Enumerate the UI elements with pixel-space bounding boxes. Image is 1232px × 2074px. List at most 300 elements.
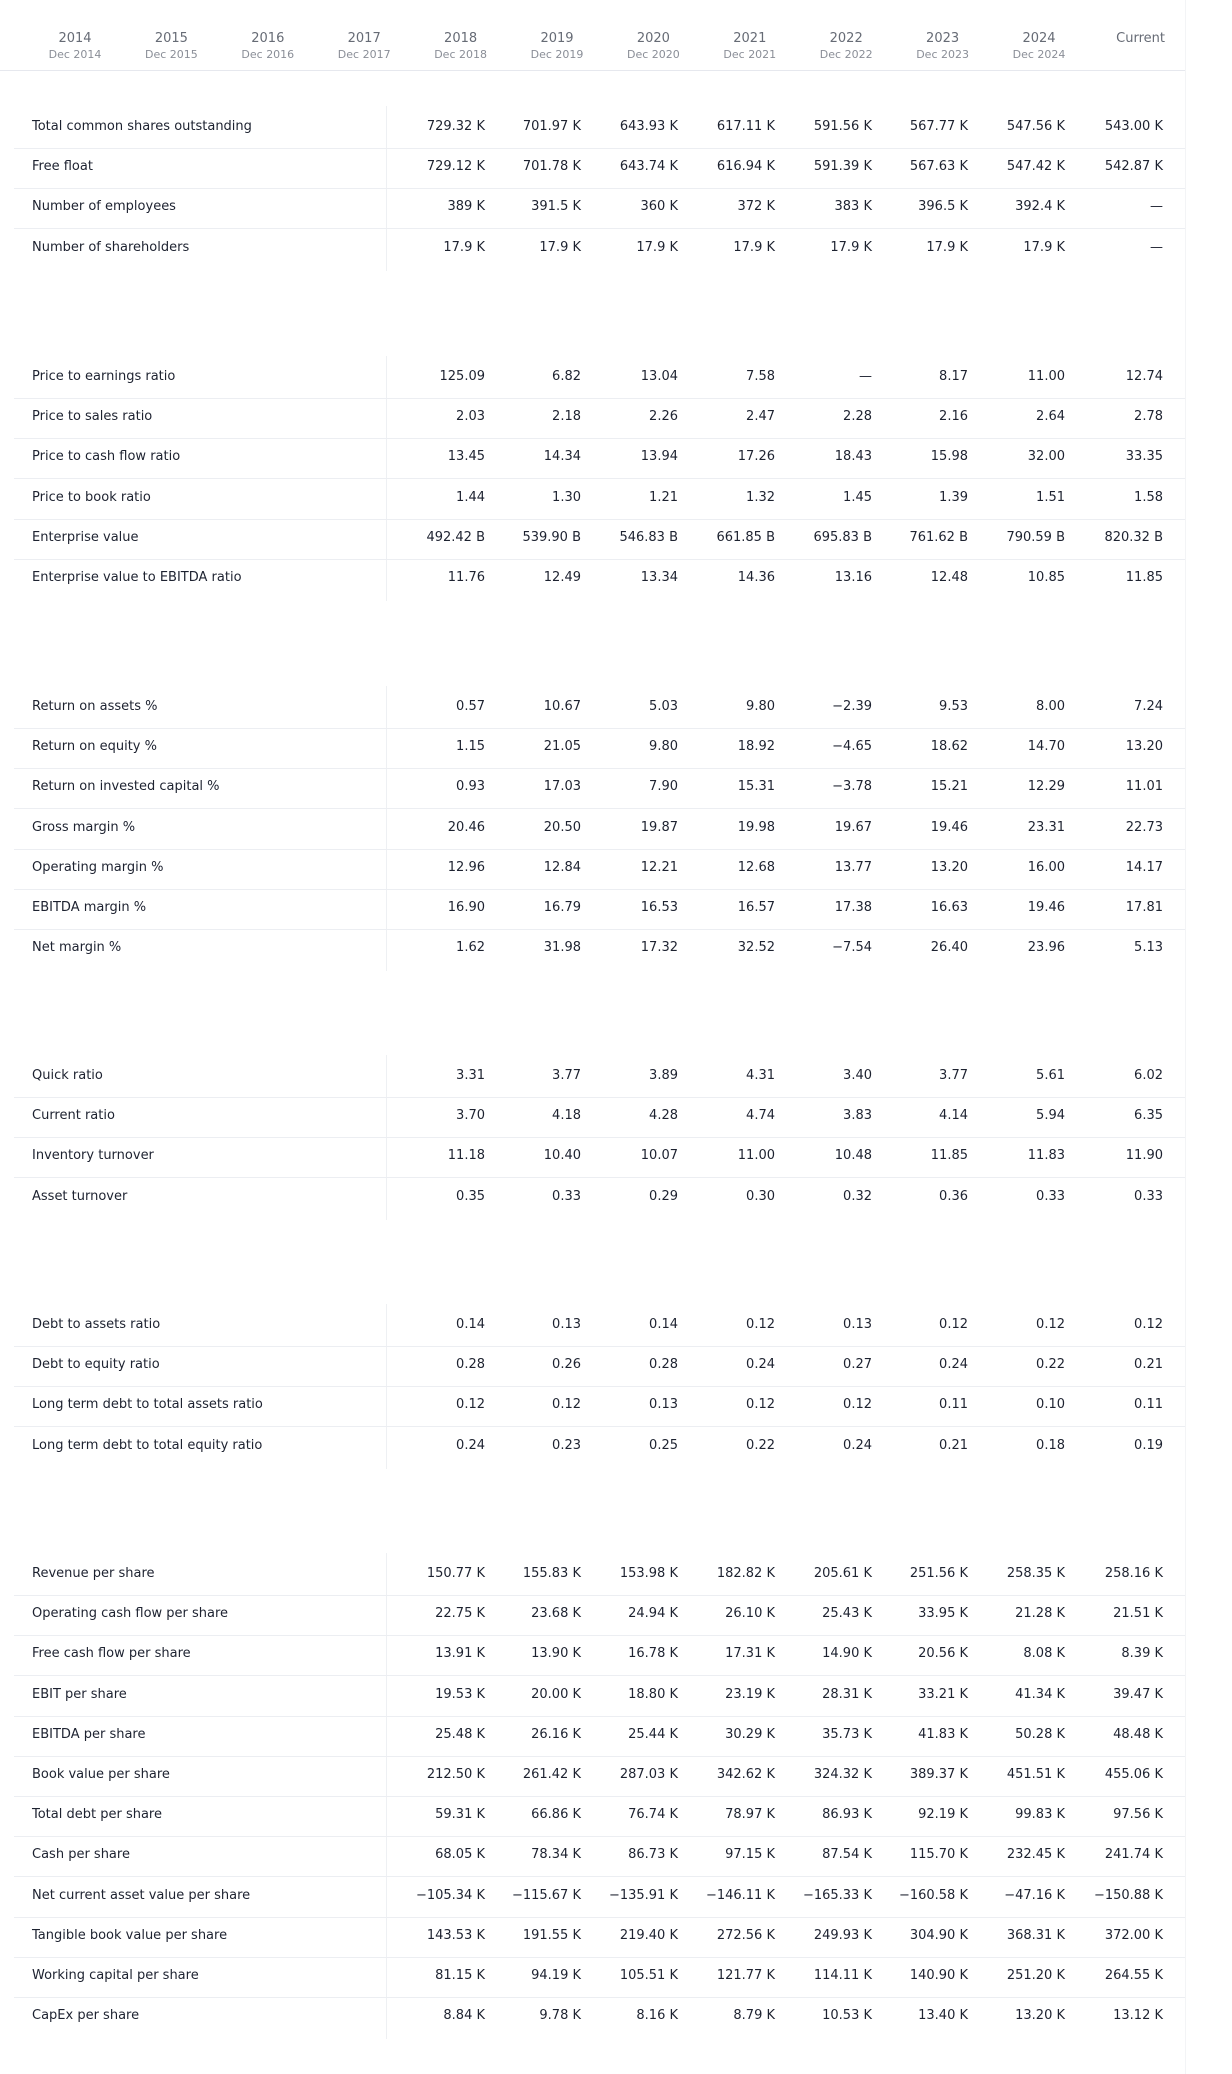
- metric-value: 0.12: [746, 1317, 775, 1332]
- metric-value: 0.57: [456, 699, 485, 714]
- metric-label: Price to cash flow ratio: [32, 449, 181, 465]
- metric-value: 14.36: [737, 570, 775, 585]
- metric-value: 17.9 K: [830, 239, 872, 255]
- metric-value: 13.45: [447, 449, 485, 465]
- metric-value: 8.00: [1036, 699, 1065, 714]
- metric-value: 78.97 K: [725, 1807, 775, 1823]
- metric-value: 546.83 B: [619, 529, 678, 545]
- metric-row: [14, 1716, 1185, 1757]
- metric-value: 92.19 K: [918, 1807, 968, 1823]
- metric-value: 13.34: [640, 570, 678, 585]
- metric-row: [14, 398, 1185, 439]
- metric-value: 13.90 K: [531, 1646, 581, 1662]
- metric-value: 8.08 K: [1023, 1646, 1065, 1662]
- metric-value: −165.33 K: [802, 1887, 872, 1903]
- metric-value: 23.19 K: [725, 1686, 775, 1702]
- metric-value: 5.03: [649, 699, 678, 714]
- metric-label: Gross margin %: [32, 819, 136, 835]
- metric-row: [14, 358, 1185, 399]
- metric-value: 287.03 K: [619, 1767, 678, 1782]
- metric-value: 16.90: [447, 900, 485, 915]
- metric-value: 0.12: [1134, 1317, 1163, 1332]
- metric-value: 251.56 K: [909, 1566, 968, 1581]
- metric-row: [14, 108, 1185, 149]
- metric-value: 729.32 K: [426, 119, 485, 134]
- metric-value: 11.00: [737, 1148, 775, 1164]
- metric-value: 12.29: [1027, 779, 1065, 795]
- metric-row: [14, 1676, 1185, 1717]
- metric-value: 264.55 K: [1104, 1968, 1163, 1983]
- metric-label: Debt to assets ratio: [32, 1317, 161, 1332]
- column-date: Dec 2022: [819, 48, 873, 61]
- metric-value: 31.98: [543, 940, 581, 956]
- metric-value: 0.24: [456, 1437, 485, 1453]
- metric-value: 0.18: [1036, 1437, 1065, 1453]
- metric-value: −2.39: [832, 699, 872, 714]
- metric-value: 16.57: [737, 900, 775, 915]
- metric-value: 28.31 K: [822, 1686, 872, 1702]
- metric-value: 695.83 B: [813, 529, 872, 545]
- metric-value: 191.55 K: [522, 1927, 581, 1943]
- metric-value: —: [1150, 239, 1163, 255]
- metric-value: 0.24: [939, 1357, 968, 1373]
- metric-row: [14, 1997, 1185, 2037]
- metric-value: 14.34: [543, 449, 581, 465]
- metric-value: 13.91 K: [435, 1646, 485, 1662]
- metric-value: 21.28 K: [1015, 1606, 1065, 1622]
- metric-value: 10.40: [543, 1148, 581, 1164]
- metric-value: 13.20: [930, 859, 968, 875]
- metric-value: 13.40 K: [918, 2008, 968, 2024]
- column-year: 2021: [733, 31, 767, 46]
- metric-row: [14, 1137, 1185, 1178]
- metric-value: 19.67: [834, 819, 872, 835]
- column-year: 2018: [444, 31, 478, 46]
- metric-value: 0.12: [939, 1317, 968, 1332]
- metric-label: Asset turnover: [32, 1188, 128, 1204]
- metric-row: [14, 1756, 1185, 1797]
- metric-value: 9.78 K: [539, 2008, 581, 2024]
- metric-value: 232.45 K: [1006, 1847, 1065, 1863]
- metric-value: 547.56 K: [1006, 119, 1065, 134]
- metric-value: 2.78: [1134, 409, 1163, 425]
- column-header-2015: [123, 31, 219, 62]
- metric-value: 617.11 K: [716, 119, 775, 134]
- metric-value: 0.14: [649, 1317, 678, 1332]
- metric-value: 18.62: [930, 739, 968, 755]
- metric-label: Return on invested capital %: [32, 779, 220, 795]
- metric-value: 616.94 K: [716, 159, 775, 175]
- metric-value: 17.9 K: [1023, 239, 1065, 255]
- metric-value: 4.18: [552, 1108, 581, 1124]
- metric-value: 97.56 K: [1113, 1807, 1163, 1823]
- metric-value: 492.42 B: [426, 529, 485, 545]
- metric-row: [14, 1957, 1185, 1998]
- metric-label: Inventory turnover: [32, 1148, 154, 1164]
- metric-value: 22.73: [1125, 819, 1163, 835]
- metric-value: 21.51 K: [1113, 1606, 1163, 1622]
- metric-value: 59.31 K: [435, 1807, 485, 1823]
- metric-value: 591.39 K: [813, 159, 872, 175]
- metric-value: 0.13: [649, 1397, 678, 1413]
- metric-value: 17.9 K: [926, 239, 968, 255]
- metric-value: 20.00 K: [531, 1686, 581, 1702]
- column-header-2020: [605, 31, 701, 62]
- metric-value: 661.85 B: [716, 529, 775, 545]
- metric-value: 15.31: [737, 779, 775, 795]
- metric-value: 1.45: [843, 489, 872, 505]
- metric-value: 12.21: [640, 859, 678, 875]
- metric-value: 48.48 K: [1113, 1726, 1163, 1742]
- metric-label: Free cash flow per share: [32, 1646, 191, 1662]
- metric-label: Enterprise value to EBITDA ratio: [32, 570, 242, 585]
- metric-value: 18.43: [834, 449, 872, 465]
- metric-value: 26.40: [930, 940, 968, 956]
- metric-value: 99.83 K: [1015, 1807, 1065, 1823]
- metric-value: 261.42 K: [522, 1767, 581, 1782]
- metric-value: 1.58: [1134, 489, 1163, 505]
- metric-value: 8.16 K: [636, 2008, 678, 2024]
- metric-label: EBIT per share: [32, 1686, 127, 1702]
- metric-value: 8.39 K: [1121, 1646, 1163, 1662]
- metric-value: 13.20: [1125, 739, 1163, 755]
- metric-label: Revenue per share: [32, 1566, 155, 1581]
- metric-value: 2.47: [746, 409, 775, 425]
- metric-value: 643.93 K: [619, 119, 678, 134]
- column-year: 2023: [926, 31, 960, 46]
- metric-row: [14, 728, 1185, 769]
- metric-value: 389.37 K: [909, 1767, 968, 1782]
- metric-value: 143.53 K: [426, 1927, 485, 1943]
- metric-row: [14, 849, 1185, 890]
- metric-value: 155.83 K: [522, 1566, 581, 1581]
- metric-row: [14, 1386, 1185, 1427]
- metric-value: 0.33: [1036, 1188, 1065, 1204]
- metric-row: [14, 688, 1185, 729]
- metric-value: 17.32: [640, 940, 678, 956]
- metric-value: 86.73 K: [628, 1847, 678, 1863]
- metric-value: 2.26: [649, 409, 678, 425]
- column-date: Dec 2020: [627, 48, 680, 61]
- metric-value: 17.26: [737, 449, 775, 465]
- metric-value: 4.74: [746, 1108, 775, 1124]
- metric-value: 66.86 K: [531, 1807, 581, 1823]
- metric-value: 25.43 K: [822, 1606, 872, 1622]
- metric-value: 8.17: [939, 369, 968, 384]
- metric-label: Price to book ratio: [32, 489, 151, 505]
- metric-value: 543.00 K: [1104, 119, 1163, 134]
- metric-value: 547.42 K: [1006, 159, 1065, 175]
- metric-value: 1.51: [1036, 489, 1065, 505]
- metric-value: 17.31 K: [725, 1646, 775, 1662]
- metric-value: 0.21: [1134, 1357, 1163, 1373]
- metric-label: Number of shareholders: [32, 239, 190, 255]
- metric-value: 13.94: [640, 449, 678, 465]
- metric-value: 10.07: [640, 1148, 678, 1164]
- metric-value: 258.35 K: [1006, 1566, 1065, 1581]
- metric-value: 539.90 B: [522, 529, 581, 545]
- metric-value: 21.05: [543, 739, 581, 755]
- metric-value: 0.33: [552, 1188, 581, 1204]
- metric-value: 2.16: [939, 409, 968, 425]
- metric-value: 391.5 K: [531, 199, 581, 215]
- metric-row: [14, 1555, 1185, 1596]
- column-date: Dec 2021: [723, 48, 777, 61]
- metric-value: 4.14: [939, 1108, 968, 1124]
- metric-label: Debt to equity ratio: [32, 1357, 160, 1373]
- metric-value: 205.61 K: [813, 1566, 872, 1581]
- metric-value: −135.91 K: [608, 1887, 678, 1903]
- metric-value: 17.9 K: [636, 239, 678, 255]
- metric-label: Return on assets %: [32, 699, 158, 714]
- metric-value: 12.96: [447, 859, 485, 875]
- metric-row: [14, 519, 1185, 560]
- metric-value: 383 K: [834, 199, 872, 215]
- column-date: Dec 2019: [530, 48, 584, 61]
- metric-value: 0.14: [456, 1317, 485, 1332]
- column-header-2018: [413, 31, 509, 62]
- metric-value: 542.87 K: [1104, 159, 1163, 175]
- metric-label: Tangible book value per share: [32, 1927, 228, 1943]
- metric-value: 32.00: [1027, 449, 1065, 465]
- metric-value: 11.01: [1125, 779, 1163, 795]
- metric-value: 68.05 K: [435, 1847, 485, 1863]
- metric-value: 18.80 K: [628, 1686, 678, 1702]
- metric-value: 3.77: [939, 1068, 968, 1083]
- metric-row: [14, 1346, 1185, 1387]
- metric-row: [14, 1635, 1185, 1676]
- metric-value: 3.83: [843, 1108, 872, 1124]
- metric-value: 5.61: [1036, 1068, 1065, 1083]
- metric-value: 12.48: [930, 570, 968, 585]
- metric-label: Working capital per share: [32, 1968, 199, 1983]
- metric-value: 15.98: [930, 449, 968, 465]
- column-year: 2016: [251, 31, 285, 46]
- metric-label: Number of employees: [32, 199, 176, 215]
- metric-value: 121.77 K: [716, 1968, 775, 1983]
- metric-value: 11.76: [447, 570, 485, 585]
- metric-value: 0.12: [1036, 1317, 1065, 1332]
- column-year: 2024: [1022, 31, 1056, 46]
- metric-value: 11.85: [1125, 570, 1163, 585]
- column-header-current: [1085, 31, 1165, 47]
- metric-row: [14, 1306, 1185, 1347]
- metric-row: [14, 1178, 1185, 1218]
- metric-value: 13.16: [834, 570, 872, 585]
- metric-value: 25.48 K: [435, 1726, 485, 1742]
- metric-value: 5.13: [1134, 940, 1163, 956]
- metric-label: EBITDA margin %: [32, 900, 147, 915]
- metric-value: 372.00 K: [1104, 1927, 1163, 1943]
- metric-value: 16.63: [930, 900, 968, 915]
- metric-value: 78.34 K: [531, 1847, 581, 1863]
- metric-value: 6.02: [1134, 1068, 1163, 1083]
- column-header-2014: [27, 31, 123, 62]
- metric-value: 6.35: [1134, 1108, 1163, 1124]
- metric-value: 451.51 K: [1006, 1767, 1065, 1782]
- metric-row: [14, 929, 1185, 969]
- metric-value: 19.46: [930, 819, 968, 835]
- column-year: 2020: [636, 31, 670, 46]
- metric-value: 0.12: [843, 1397, 872, 1413]
- column-year: 2019: [540, 31, 574, 46]
- metric-value: 820.32 B: [1104, 529, 1163, 545]
- column-header-2019: [509, 31, 605, 62]
- metric-value: 12.84: [543, 859, 581, 875]
- metric-value: 0.11: [939, 1397, 968, 1413]
- metric-value: 0.22: [746, 1437, 775, 1453]
- metric-label: Cash per share: [32, 1847, 130, 1863]
- metric-value: 17.9 K: [539, 239, 581, 255]
- column-header-row: [0, 18, 1185, 71]
- metric-value: 761.62 B: [909, 529, 968, 545]
- metric-value: 4.28: [649, 1108, 678, 1124]
- metric-label: Current ratio: [32, 1108, 115, 1124]
- metric-value: −115.67 K: [511, 1887, 581, 1903]
- metric-value: 10.85: [1027, 570, 1065, 585]
- metric-value: 9.80: [649, 739, 678, 755]
- metric-value: −146.11 K: [705, 1887, 775, 1903]
- metric-label: EBITDA per share: [32, 1726, 146, 1742]
- metric-value: 13.04: [640, 369, 678, 384]
- metric-row: [14, 559, 1185, 599]
- metric-row: [14, 809, 1185, 850]
- metric-row: [14, 438, 1185, 479]
- column-date: Dec 2017: [337, 48, 391, 61]
- metric-value: 392.4 K: [1015, 199, 1065, 215]
- metric-row: [14, 1595, 1185, 1636]
- metric-value: 14.70: [1027, 739, 1065, 755]
- metric-value: 389 K: [447, 199, 485, 215]
- metric-value: 26.10 K: [725, 1606, 775, 1622]
- metric-value: 249.93 K: [813, 1927, 872, 1943]
- metric-value: 0.28: [649, 1357, 678, 1373]
- metric-value: 19.98: [737, 819, 775, 835]
- metric-row: [14, 1057, 1185, 1098]
- metric-value: 11.83: [1027, 1148, 1065, 1164]
- metric-value: 0.30: [746, 1188, 775, 1204]
- metric-value: 11.00: [1027, 369, 1065, 384]
- metric-value: 0.21: [939, 1437, 968, 1453]
- metric-value: 251.20 K: [1006, 1968, 1065, 1983]
- metric-row: [14, 1097, 1185, 1138]
- metric-value: 0.29: [649, 1188, 678, 1204]
- metric-value: 13.77: [834, 859, 872, 875]
- metric-value: 372 K: [737, 199, 775, 215]
- metric-value: 2.64: [1036, 409, 1065, 425]
- metric-value: 153.98 K: [619, 1566, 678, 1581]
- metric-value: 14.90 K: [822, 1646, 872, 1662]
- metric-value: 0.33: [1134, 1188, 1163, 1204]
- metric-value: 3.40: [843, 1068, 872, 1083]
- metric-value: 0.25: [649, 1437, 678, 1453]
- metric-value: 30.29 K: [725, 1726, 775, 1742]
- metric-value: 20.56 K: [918, 1646, 968, 1662]
- column-date: Dec 2015: [145, 48, 198, 61]
- metric-value: 17.9 K: [733, 239, 775, 255]
- metric-value: 20.50: [543, 819, 581, 835]
- metric-value: 1.62: [456, 940, 485, 956]
- metric-label: Operating margin %: [32, 859, 164, 875]
- metric-value: 0.19: [1134, 1437, 1163, 1453]
- metric-value: 7.24: [1134, 699, 1163, 714]
- metric-value: 701.78 K: [522, 159, 581, 175]
- metric-label: Price to earnings ratio: [32, 369, 176, 384]
- metric-value: 342.62 K: [716, 1767, 775, 1782]
- column-header-2021: [702, 31, 798, 62]
- metric-value: 0.24: [746, 1357, 775, 1373]
- metric-label: Price to sales ratio: [32, 409, 153, 425]
- column-header-2023: [895, 31, 991, 62]
- column-date: Dec 2023: [916, 48, 969, 61]
- metric-value: 0.23: [552, 1437, 581, 1453]
- metric-value: 455.06 K: [1104, 1767, 1163, 1782]
- metric-value: −7.54: [832, 940, 872, 956]
- metric-value: 1.15: [456, 739, 485, 755]
- metric-value: 0.36: [939, 1188, 968, 1204]
- metric-value: 19.46: [1027, 900, 1065, 915]
- column-date: Dec 2024: [1012, 48, 1066, 61]
- metric-value: 16.53: [640, 900, 678, 915]
- metric-label: Long term debt to total assets ratio: [32, 1397, 263, 1413]
- metric-value: 1.30: [552, 489, 581, 505]
- metric-value: 182.82 K: [716, 1566, 775, 1581]
- metric-value: 0.93: [456, 779, 485, 795]
- metric-value: 16.78 K: [628, 1646, 678, 1662]
- metric-value: 0.11: [1134, 1397, 1163, 1413]
- metric-label: Total common shares outstanding: [32, 119, 252, 134]
- metric-value: 1.39: [939, 489, 968, 505]
- metric-value: 41.83 K: [918, 1726, 968, 1742]
- metric-value: 0.22: [1036, 1357, 1065, 1373]
- metric-value: 22.75 K: [435, 1606, 485, 1622]
- metric-value: 81.15 K: [435, 1968, 485, 1983]
- metric-value: 0.12: [456, 1397, 485, 1413]
- metric-value: 125.09: [439, 369, 485, 384]
- metric-row: [14, 889, 1185, 930]
- metric-value: 6.82: [552, 369, 581, 384]
- metric-value: 105.51 K: [619, 1968, 678, 1983]
- metric-value: 396.5 K: [918, 199, 968, 215]
- metric-value: 0.28: [456, 1357, 485, 1373]
- metric-value: 11.85: [930, 1148, 968, 1164]
- metric-value: 13.12 K: [1113, 2008, 1163, 2024]
- metric-value: 729.12 K: [426, 159, 485, 175]
- metric-row: [14, 229, 1185, 269]
- metric-value: 23.68 K: [531, 1606, 581, 1622]
- metric-value: 5.94: [1036, 1108, 1065, 1124]
- metric-value: 115.70 K: [909, 1847, 968, 1863]
- metric-value: 94.19 K: [531, 1968, 581, 1983]
- metric-value: 12.68: [737, 859, 775, 875]
- metric-value: 33.95 K: [918, 1606, 968, 1622]
- metric-value: 258.16 K: [1104, 1566, 1163, 1581]
- metric-value: 23.96: [1027, 940, 1065, 956]
- metric-value: 219.40 K: [619, 1927, 678, 1943]
- column-header-2017: [316, 31, 412, 62]
- metric-value: 567.77 K: [909, 119, 968, 134]
- metric-value: 567.63 K: [909, 159, 968, 175]
- metric-value: 150.77 K: [426, 1566, 485, 1581]
- metric-row: [14, 768, 1185, 809]
- column-year: Current: [1116, 31, 1165, 46]
- metric-label: Book value per share: [32, 1767, 170, 1782]
- metric-label: Net current asset value per share: [32, 1887, 251, 1903]
- column-date: Dec 2018: [434, 48, 487, 61]
- metric-value: 8.84 K: [443, 2008, 485, 2024]
- metric-value: 12.74: [1125, 369, 1163, 384]
- metric-value: 35.73 K: [822, 1726, 872, 1742]
